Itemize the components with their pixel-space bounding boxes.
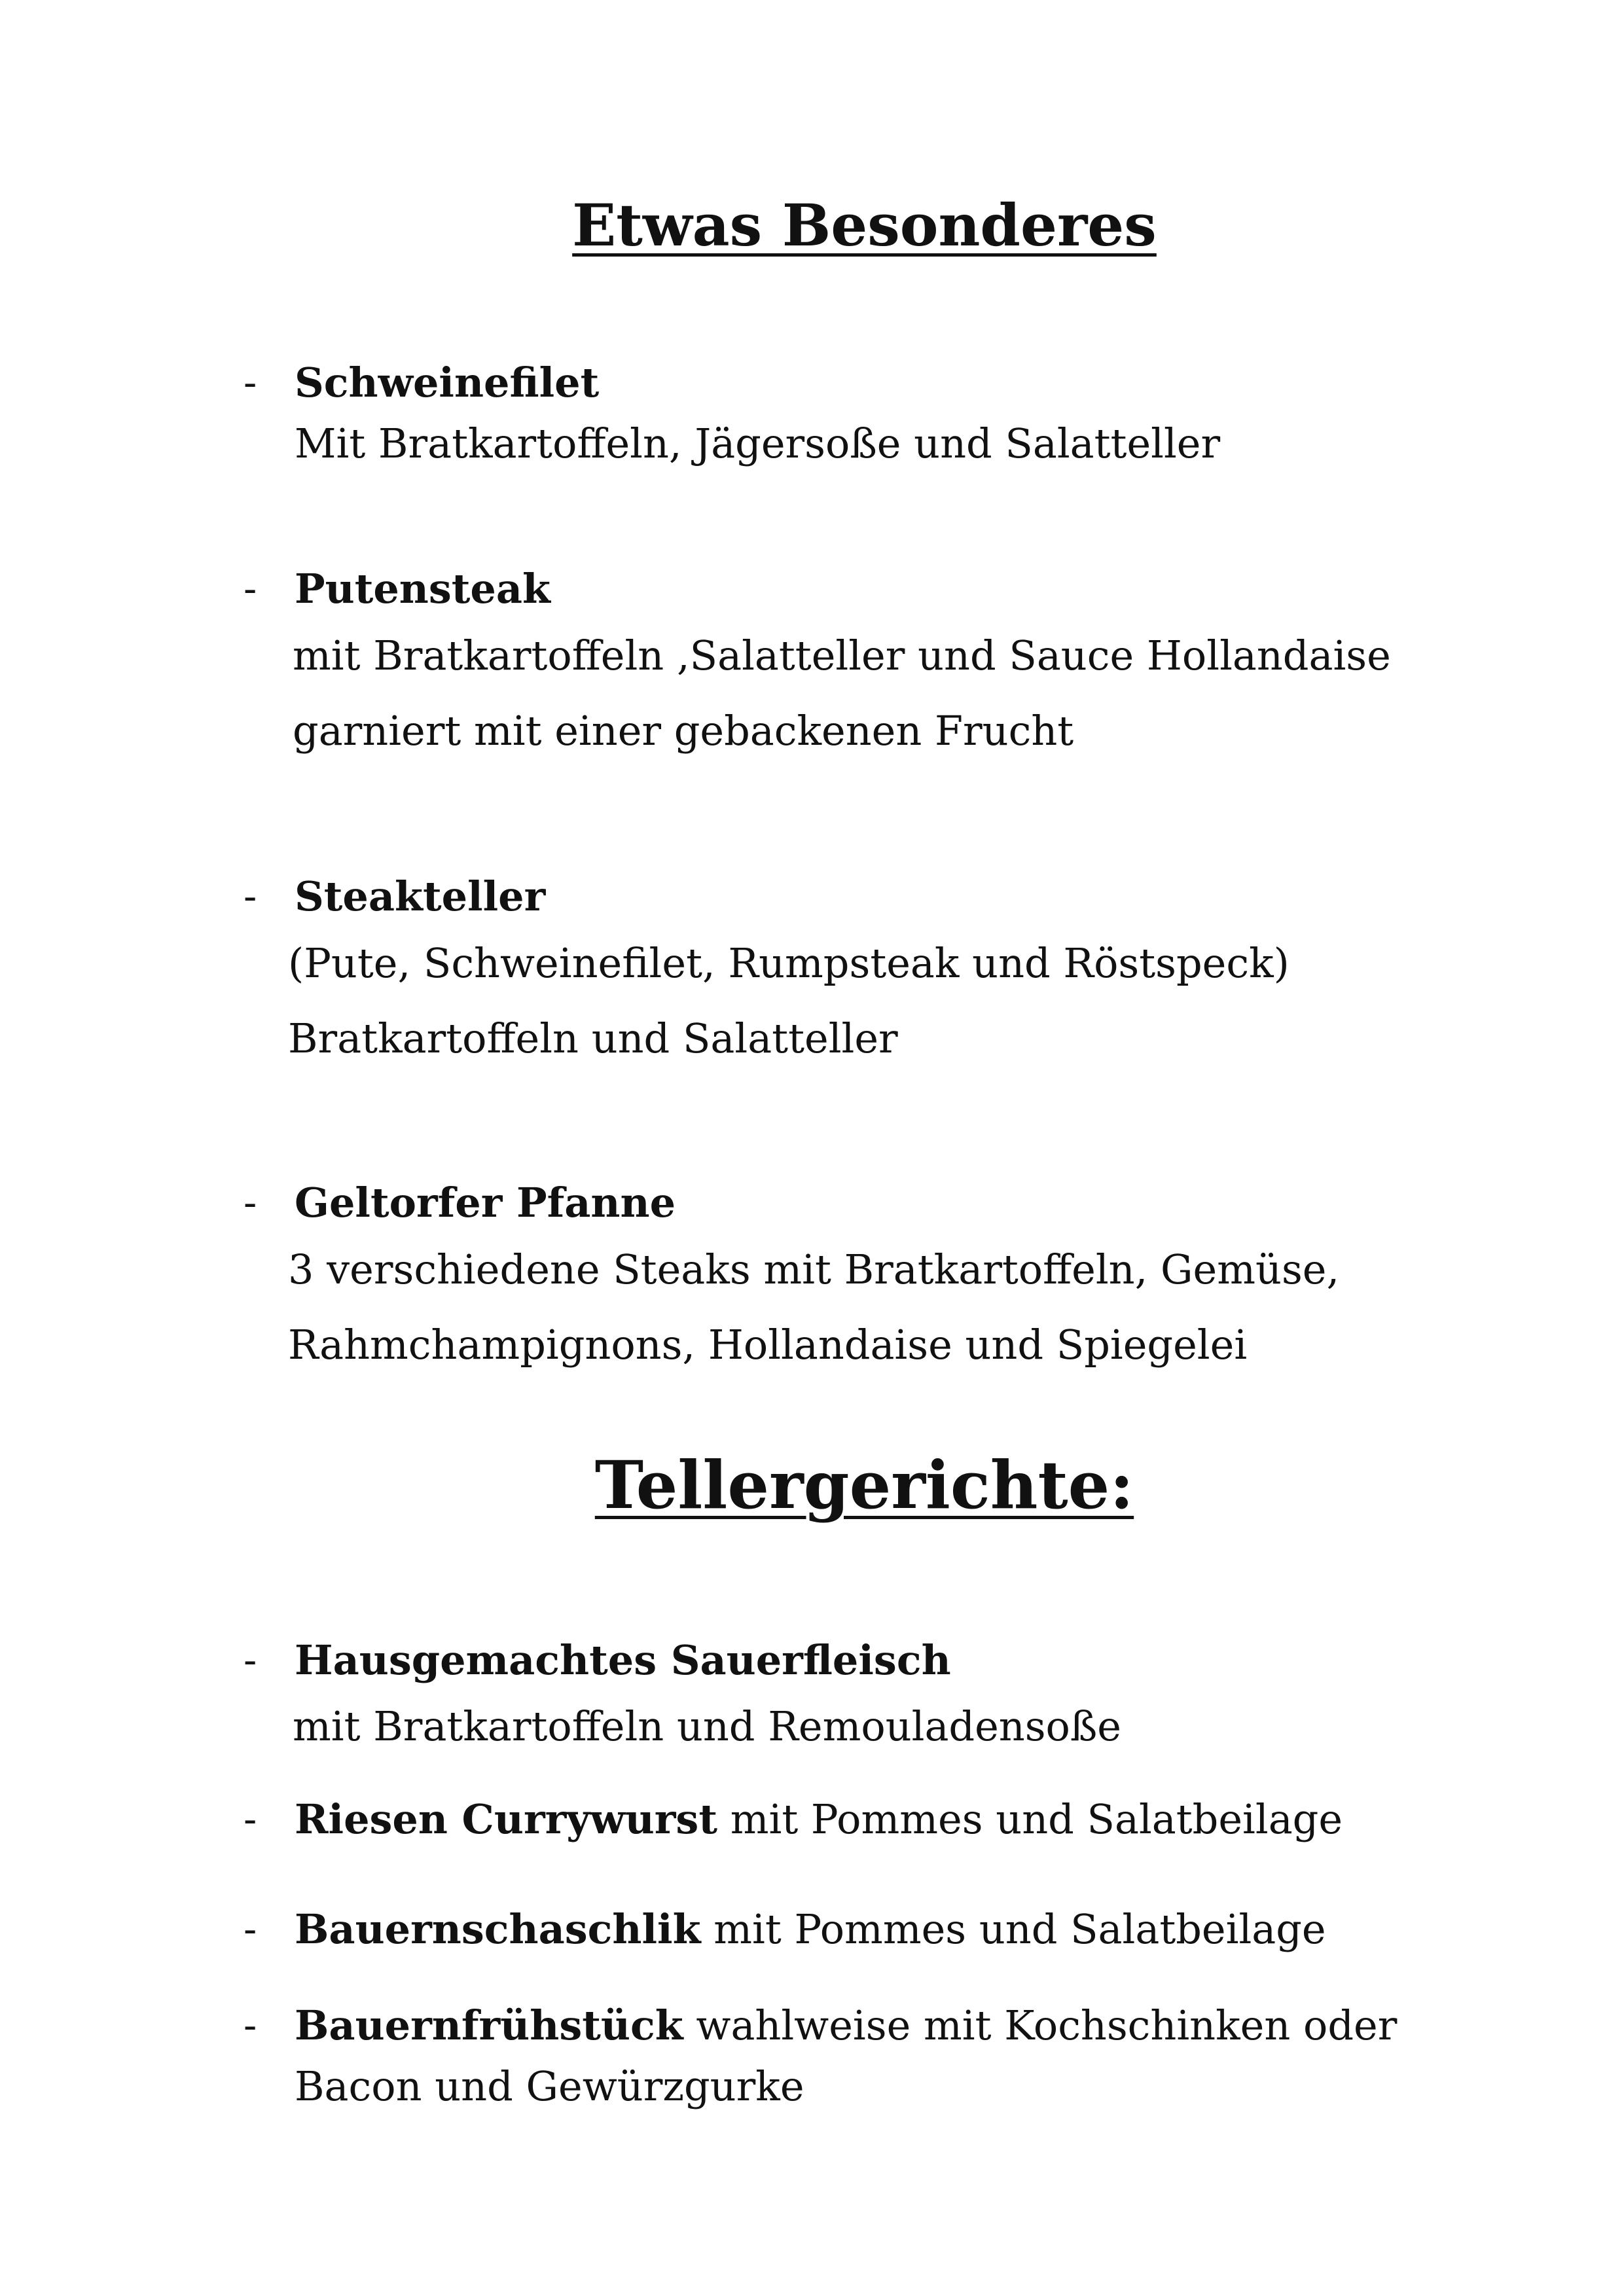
list-dash: - xyxy=(244,1907,257,1952)
dish-line-bauernfruehstueck: Bauernfrühstück wahlweise mit Kochschinken oder xyxy=(295,2001,1398,2049)
section-title-etwas-besonderes: Etwas Besonderes xyxy=(572,191,1157,259)
dish-line-bauernschaschlik: Bauernschaschlik mit Pommes und Salatbeilage xyxy=(295,1905,1326,1953)
dish-name-schweinefilet: Schweinefilet xyxy=(295,359,600,406)
dish-name-sauerfleisch: Hausgemachtes Sauerfleisch xyxy=(295,1636,951,1684)
dish-description: mit Bratkartoffeln ,Salatteller und Sauce Hollandaise xyxy=(293,632,1391,679)
dish-description: 3 verschiedene Steaks mit Bratkartoffeln, Gemüse, xyxy=(288,1246,1340,1293)
dish-description: mit Bratkartoffeln und Remouladensoße xyxy=(293,1702,1121,1750)
list-dash: - xyxy=(244,2003,257,2049)
dish-description: (Pute, Schweinefilet, Rumpsteak und Röstspeck) xyxy=(288,939,1290,987)
dish-description: Bratkartoffeln und Salatteller xyxy=(288,1014,898,1062)
section-title-tellergerichte: Tellergerichte: xyxy=(594,1446,1134,1524)
dish-name-steakteller: Steakteller xyxy=(295,872,546,920)
list-dash: - xyxy=(244,1797,257,1842)
list-dash: - xyxy=(244,566,257,612)
dish-description: garniert mit einer gebackenen Frucht xyxy=(293,707,1074,755)
list-dash: - xyxy=(244,1638,257,1683)
dish-description: Mit Bratkartoffeln, Jägersoße und Salatteller xyxy=(295,420,1221,467)
dish-description: Rahmchampignons, Hollandaise und Spiegelei xyxy=(288,1321,1248,1369)
dish-name-geltorfer-pfanne: Geltorfer Pfanne xyxy=(295,1179,676,1227)
list-dash: - xyxy=(244,360,257,406)
dish-description: Bacon und Gewürzgurke xyxy=(295,2062,804,2110)
list-dash: - xyxy=(244,1180,257,1226)
dish-name-putensteak: Putensteak xyxy=(295,565,550,613)
dish-line-currywurst: Riesen Currywurst mit Pommes und Salatbeilage xyxy=(295,1795,1343,1843)
list-dash: - xyxy=(244,874,257,920)
